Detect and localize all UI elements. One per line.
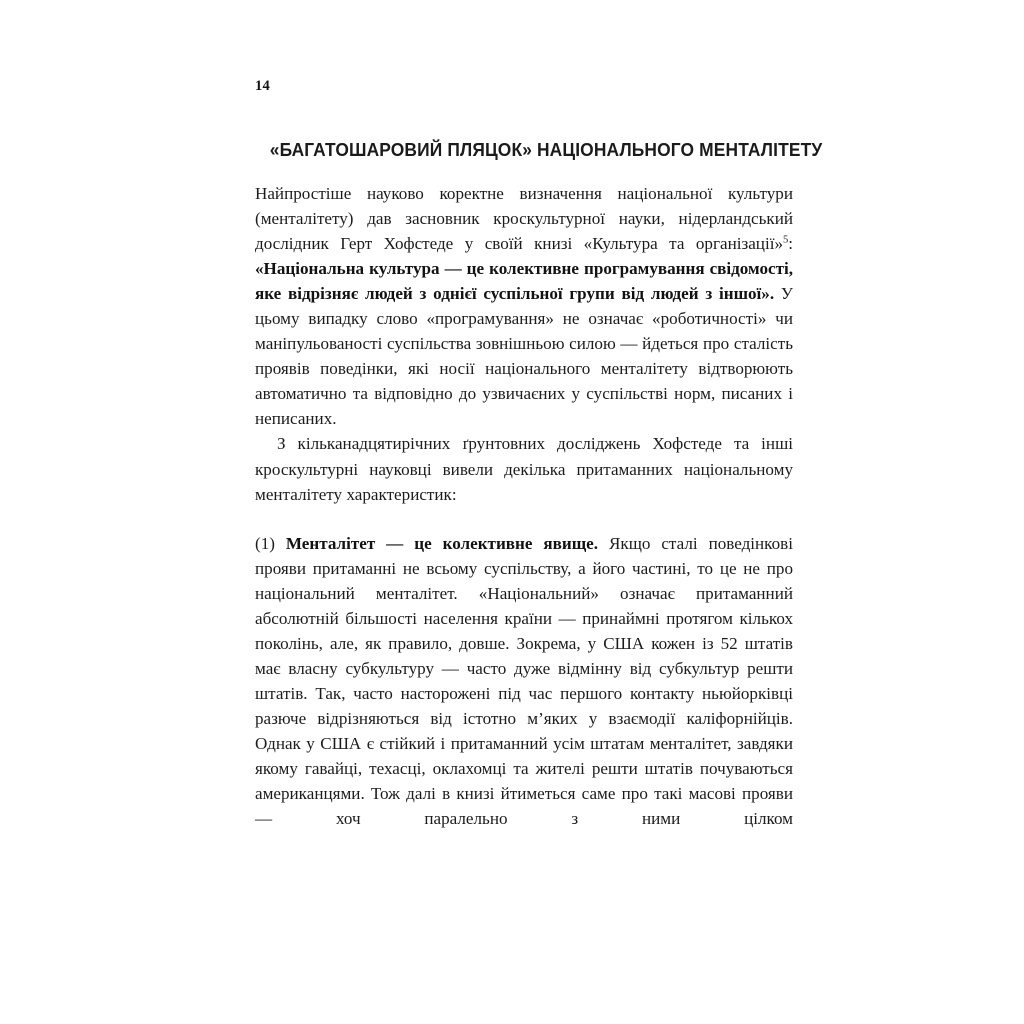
paragraph-research bbox=[255, 431, 793, 506]
hofstede-quote-bold: «Національна культура — це колективне програмування свідомості, яке відрізняє людей з однієї суспільної групи від людей з іншої». bbox=[255, 259, 793, 304]
characteristic-1-text: Якщо сталі поведінкові прояви притаманні не всьому суспільству, а його частині, то це не про національний менталітет. «Національний» означає притаманний абсолютній більшості населення країни — принаймні протягом кількох поколінь, але, як правило, довше. Зокрема, у США кожен із 52 штатів має власну субкультуру — часто дуже відмінну від субкультур решти штатів. Так, часто насторожені під час першого контакту ньюйорківці разюче відрізняються від істотно м’яких у взаємодії каліфорнійців. Однак у США є стійкий і притаманний усім штатам менталітет, завдяки якому гавайці, техасці, оклахомці та жителі решти штатів почуваються американцями. Тож далі в книзі йтиметься саме про такі масові прояви — хоч паралельно з ними цілком bbox=[255, 533, 793, 829]
paragraph-1-lead: Найпростіше науково коректне визначення національної культури (менталітету) дав засновник кроскультурної науки, нідерландський дослідник Герт Хофстеде у своїй книзі «Культура та організації» bbox=[255, 184, 793, 254]
paragraph-definition bbox=[255, 181, 793, 431]
characteristic-1-title: Менталітет — це колективне явище. bbox=[285, 533, 599, 553]
list-number: (1) bbox=[255, 533, 286, 553]
page-number: 14 bbox=[255, 78, 270, 94]
body-text-column bbox=[255, 181, 793, 856]
paragraph-1-tail: У цьому випадку слово «програмування» не означає «роботичності» чи маніпульованості суспільства зовнішньою силою — йдеться про сталість проявів поведінки, які носії національного менталітету відтворюють автоматично та відповідно до узвичаєних у суспільстві норм, писаних і неписаних. bbox=[255, 284, 793, 429]
footnote-marker: 5 bbox=[783, 234, 789, 246]
chapter-heading: «БАГАТОШАРОВИЙ ПЛЯЦОК» НАЦІОНАЛЬНОГО МЕНТАЛІТЕТУ bbox=[269, 139, 823, 161]
paragraph-1-colon: : bbox=[788, 234, 793, 254]
paragraph-characteristic-1 bbox=[255, 531, 793, 857]
paragraph-2-text: З кільканадцятирічних ґрунтовних досліджень Хофстеде та інші кроскультурні науковці вивели декілька притаманних національному менталітету характеристик: bbox=[255, 434, 793, 504]
